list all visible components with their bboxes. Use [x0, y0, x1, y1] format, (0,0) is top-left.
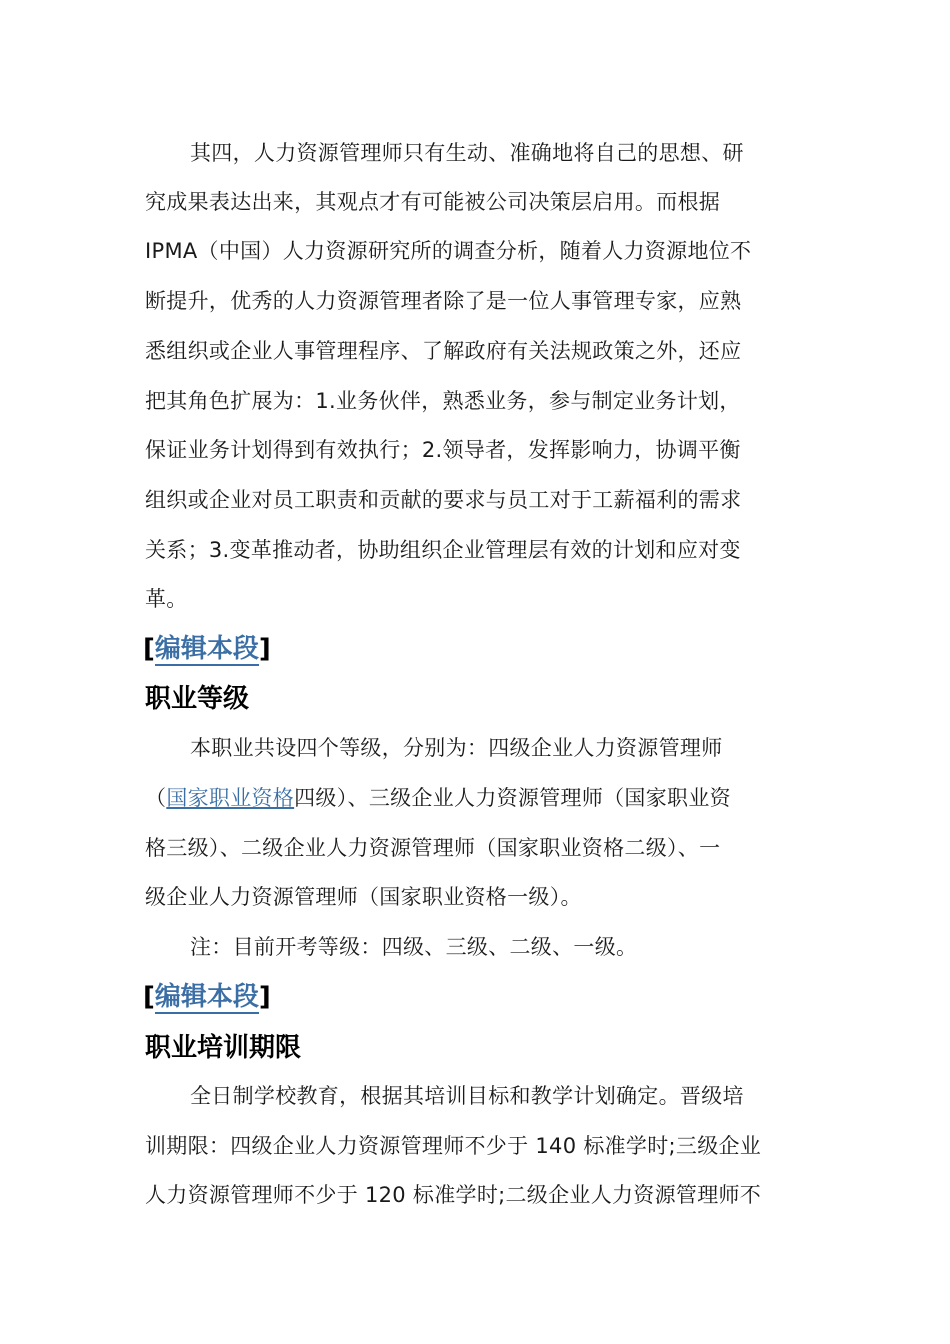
bracket-open: [	[143, 982, 155, 1012]
edit-section-link-1	[143, 632, 271, 666]
paragraph-line: 断提升，优秀的人力资源管理者除了是一位人事管理专家，应熟	[145, 289, 742, 313]
section-heading-training: 职业培训期限	[145, 1033, 302, 1063]
paragraph-line: 组织或企业对员工职责和贡献的要求与员工对于工薪福利的需求	[145, 488, 742, 512]
section-heading-levels: 职业等级	[145, 684, 250, 714]
bracket-open: [	[143, 634, 155, 664]
line-text: 四级）、三级企业人力资源管理师（国家职业资	[294, 786, 731, 810]
paragraph-line: 级企业人力资源管理师（国家职业资格一级）。	[145, 885, 582, 909]
paragraph-line: 保证业务计划得到有效执行；2.领导者，发挥影响力，协调平衡	[145, 438, 741, 462]
paragraph-line: 格三级）、二级企业人力资源管理师（国家职业资格二级）、一	[145, 836, 721, 860]
paragraph-line: IPMA（中国）人力资源研究所的调查分析，随着人力资源地位不	[145, 239, 752, 263]
paragraph-line: 本职业共设四个等级，分别为：四级企业人力资源管理师	[190, 736, 723, 760]
paragraph-line: 人力资源管理师不少于 120 标准学时;二级企业人力资源管理师不	[145, 1183, 762, 1207]
paren-open: （	[145, 786, 167, 810]
edit-section-link-2	[143, 980, 271, 1014]
edit-section-button[interactable]: 编辑本段	[154, 634, 259, 664]
national-qualification-link[interactable]: 国家职业资格	[166, 786, 295, 810]
paragraph-line: 其四，人力资源管理师只有生动、准确地将自己的思想、研	[190, 141, 744, 165]
edit-section-button[interactable]: 编辑本段	[154, 982, 259, 1012]
paragraph-line: 训期限：四级企业人力资源管理师不少于 140 标准学时;三级企业	[145, 1134, 762, 1158]
paragraph-line: 关系；3.变革推动者，协助组织企业管理层有效的计划和应对变	[145, 538, 741, 562]
note-line: 注：目前开考等级：四级、三级、二级、一级。	[190, 935, 638, 959]
paragraph-line: 悉组织或企业人事管理程序、了解政府有关法规政策之外，还应	[145, 339, 742, 363]
paragraph-line	[145, 783, 731, 813]
paragraph-line: 把其角色扩展为：1.业务伙伴，熟悉业务，参与制定业务计划，	[145, 389, 741, 413]
bracket-close: ]	[258, 982, 271, 1012]
paragraph-line: 究成果表达出来，其观点才有可能被公司决策层启用。而根据	[145, 190, 721, 214]
bracket-close: ]	[258, 634, 271, 664]
paragraph-line: 革。	[145, 587, 188, 611]
paragraph-line: 全日制学校教育，根据其培训目标和教学计划确定。晋级培	[190, 1084, 744, 1108]
